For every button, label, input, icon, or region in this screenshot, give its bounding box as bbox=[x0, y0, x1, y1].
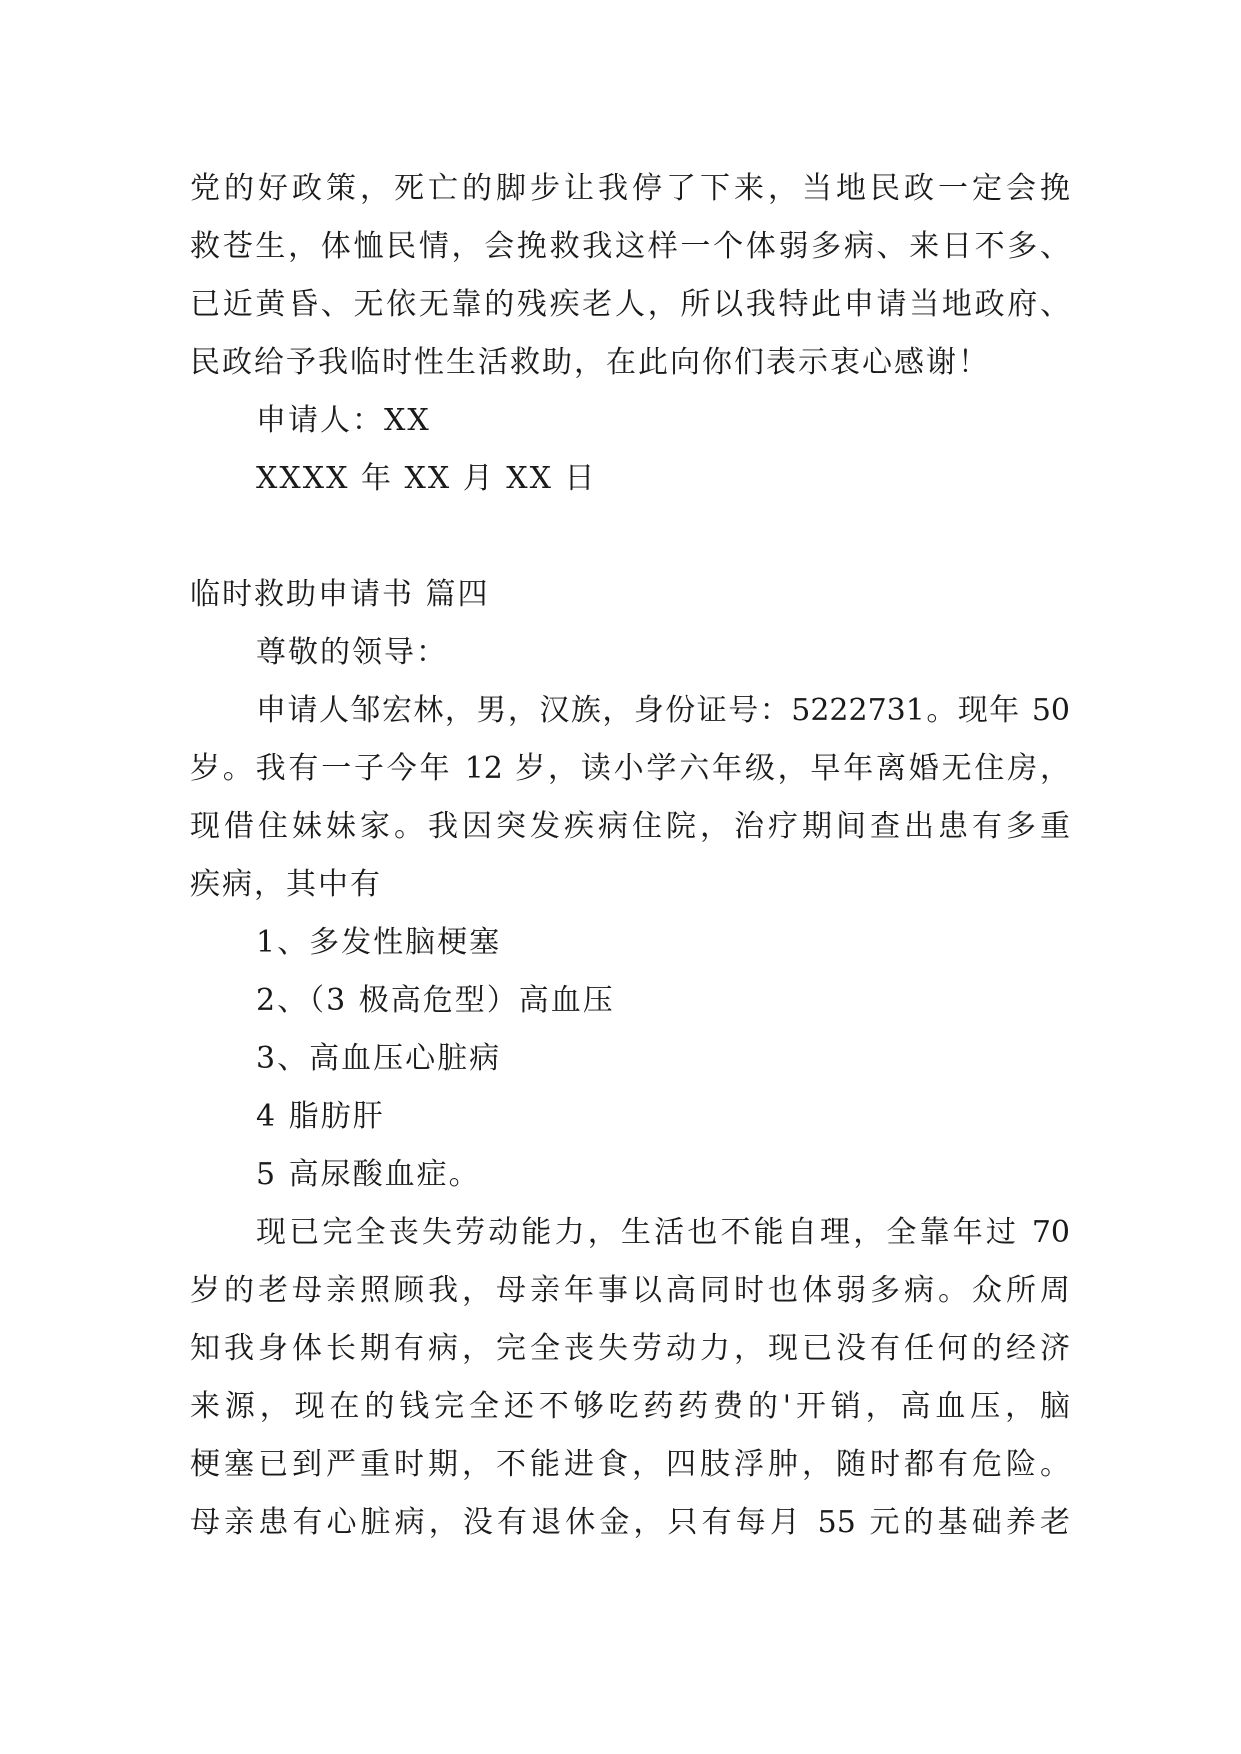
paragraph-line: 现已完全丧失劳动能力，生活也不能自理，全靠年过 70 bbox=[256, 1215, 1070, 1250]
section-spacer bbox=[190, 508, 1070, 566]
signature-date: XXXX 年 XX 月 XX 日 bbox=[256, 461, 597, 496]
paragraph-line: 申请人邹宏林，男，汉族，身份证号：5222731。现年 50 bbox=[256, 693, 1070, 728]
paragraph-line: 岁的老母亲照顾我，母亲年事以高同时也体弱多病。众所周 bbox=[190, 1273, 1070, 1308]
list-item: 1、多发性脑梗塞 bbox=[256, 925, 502, 960]
document-body bbox=[190, 160, 1070, 1552]
paragraph-line: 岁。我有一子今年 12 岁，读小学六年级，早年离婚无住房， bbox=[190, 751, 1070, 786]
paragraph-line: 党的好政策，死亡的脚步让我停了下来，当地民政一定会挽 bbox=[190, 171, 1070, 206]
paragraph-line: 知我身体长期有病，完全丧失劳动力，现已没有任何的经济 bbox=[190, 1331, 1070, 1366]
paragraph-line: 来源，现在的钱完全还不够吃药药费的'开销，高血压，脑 bbox=[190, 1389, 1070, 1424]
list-item: 3、高血压心脏病 bbox=[256, 1041, 502, 1076]
paragraph-line: 母亲患有心脏病，没有退休金，只有每月 55 元的基础养老 bbox=[190, 1505, 1070, 1540]
paragraph-line: 疾病，其中有 bbox=[190, 867, 382, 902]
paragraph-line: 民政给予我临时性生活救助，在此向你们表示衷心感谢！ bbox=[190, 345, 990, 380]
list-item: 2、（3 极高危型）高血压 bbox=[256, 983, 615, 1018]
paragraph-line: 现借住妹妹家。我因突发疾病住院，治疗期间查出患有多重 bbox=[190, 809, 1070, 844]
list-item: 4 脂肪肝 bbox=[256, 1099, 385, 1134]
list-item: 5 高尿酸血症。 bbox=[256, 1157, 481, 1192]
paragraph-line: 梗塞已到严重时期，不能进食，四肢浮肿，随时都有危险。 bbox=[190, 1447, 1070, 1482]
paragraph-line: 已近黄昏、无依无靠的残疾老人，所以我特此申请当地政府、 bbox=[190, 287, 1070, 322]
applicant-signature: 申请人：XX bbox=[256, 403, 431, 438]
salutation: 尊敬的领导： bbox=[256, 635, 448, 670]
paragraph-line: 救苍生，体恤民情，会挽救我这样一个体弱多病、来日不多、 bbox=[190, 229, 1070, 264]
section-title: 临时救助申请书 篇四 bbox=[190, 577, 490, 612]
